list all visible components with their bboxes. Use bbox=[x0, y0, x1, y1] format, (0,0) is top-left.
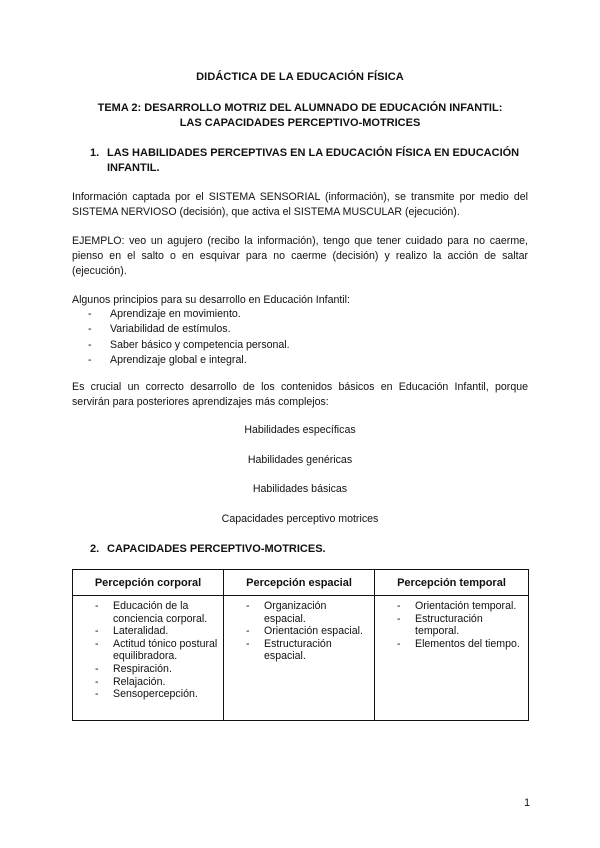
section-2-title: CAPACIDADES PERCEPTIVO-MOTRICES. bbox=[107, 543, 326, 555]
header-percepcion-corporal: Percepción corporal bbox=[73, 570, 224, 596]
list-item: - Organización espacial. bbox=[246, 600, 370, 625]
cell-corporal bbox=[73, 596, 224, 721]
page-number: 1 bbox=[524, 797, 530, 809]
list-item: - Elementos del tiempo. bbox=[397, 638, 524, 651]
list-item: - Lateralidad. bbox=[95, 625, 219, 638]
paragraph-example: EJEMPLO: veo un agujero (recibo la información), tengo que tener cuidado para no caerme, pienso en el salto o en esquivar para no caerme (decisión) y realizo la acción de saltar (ejecución). bbox=[72, 235, 528, 277]
paragraph-crucial: Es crucial un correcto desarrollo de los contenidos básicos en Educación Infantil, porque servirán para posteriores aprendizajes más complejos: bbox=[72, 381, 528, 408]
list-item: - Orientación temporal. bbox=[397, 600, 524, 613]
capacities-table bbox=[72, 569, 529, 721]
list-item: - Orientación espacial. bbox=[246, 625, 370, 638]
list-item: - Actitud tónico postural equilibradora. bbox=[95, 638, 219, 663]
header-percepcion-temporal: Percepción temporal bbox=[375, 570, 529, 596]
temporal-list bbox=[375, 600, 528, 650]
list-item: - Respiración. bbox=[95, 663, 219, 676]
table-row bbox=[73, 596, 529, 721]
hierarchy-item-especificas: Habilidades específicas bbox=[244, 424, 356, 436]
paragraph-info: Información captada por el SISTEMA SENSORIAL (información), se transmite por medio del SISTEMA NERVIOSO (decisión), que activa el SISTEMA MUSCULAR (ejecución). bbox=[72, 191, 528, 218]
list-item: - Estructuración espacial. bbox=[246, 638, 370, 663]
principles-list bbox=[88, 307, 508, 368]
section-1-heading bbox=[90, 146, 530, 176]
section-2-heading bbox=[90, 542, 530, 557]
list-item: - Aprendizaje global e integral. bbox=[88, 353, 508, 368]
list-item: - Saber básico y competencia personal. bbox=[88, 338, 508, 353]
table-header-row bbox=[73, 570, 529, 596]
list-item: - Estructuración temporal. bbox=[397, 613, 524, 638]
section-2-number: 2. bbox=[90, 543, 100, 555]
document-title: DIDÁCTICA DE LA EDUCACIÓN FÍSICA bbox=[196, 71, 404, 83]
espacial-list bbox=[224, 600, 374, 663]
cell-espacial bbox=[224, 596, 375, 721]
hierarchy-item-basicas: Habilidades básicas bbox=[252, 483, 348, 495]
hierarchy-item-perceptivo: Capacidades perceptivo motrices bbox=[221, 513, 379, 525]
list-item: - Educación de la conciencia corporal. bbox=[95, 600, 219, 625]
list-item: - Variabilidad de estímulos. bbox=[88, 322, 508, 337]
cell-temporal bbox=[375, 596, 529, 721]
list-item: - Aprendizaje en movimiento. bbox=[88, 307, 508, 322]
list-item: - Sensopercepción. bbox=[95, 688, 219, 701]
list-item: - Relajación. bbox=[95, 676, 219, 689]
corporal-list bbox=[73, 600, 223, 701]
paragraph-principles-intro: Algunos principios para su desarrollo en Educación Infantil: bbox=[72, 294, 350, 306]
header-percepcion-espacial: Percepción espacial bbox=[224, 570, 375, 596]
section-1-title: LAS HABILIDADES PERCEPTIVAS EN LA EDUCACIÓN FÍSICA EN EDUCACIÓN INFANTIL. bbox=[107, 147, 520, 174]
document-subtitle: TEMA 2: DESARROLLO MOTRIZ DEL ALUMNADO DE EDUCACIÓN INFANTIL: LAS CAPACIDADES PERCEPTIVO-MOTRICES bbox=[97, 102, 503, 129]
section-1-number: 1. bbox=[90, 147, 100, 159]
hierarchy-item-genericas: Habilidades genéricas bbox=[247, 454, 353, 466]
